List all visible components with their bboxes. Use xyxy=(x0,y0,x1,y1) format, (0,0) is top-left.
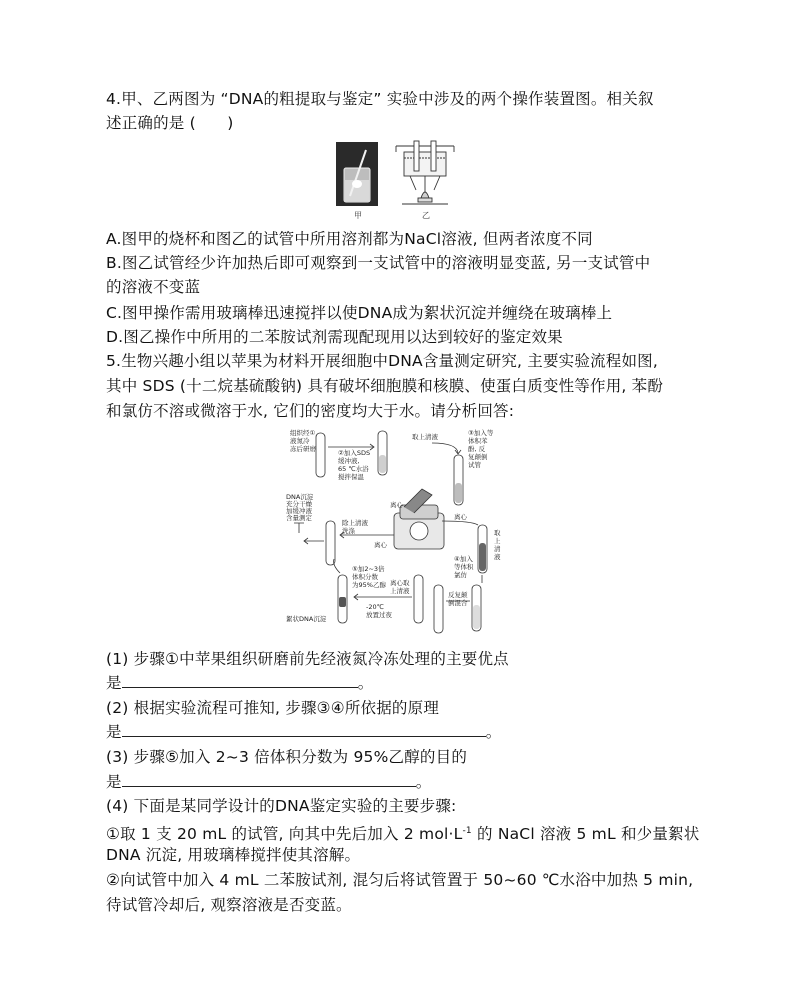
q5-sub1-answer-line xyxy=(106,672,373,694)
label-cold-b: 放置过夜 xyxy=(366,611,392,619)
label-step3-d: 复颠倒 xyxy=(468,453,488,461)
label-take-right-1: 取 xyxy=(494,529,501,537)
q5-sub1-suffix: 。 xyxy=(357,674,374,692)
q5-sub1-prefix: 是 xyxy=(106,674,122,692)
label-take-right-3: 清 xyxy=(494,545,501,553)
label-dna-measure-b: 充分干燥 xyxy=(286,500,312,508)
label-step3-c: 酚, 反 xyxy=(468,445,486,453)
q5-sub2-answer-line xyxy=(106,721,501,743)
label-centrifuge-center: 离心 xyxy=(390,501,403,509)
label-take-right-4: 液 xyxy=(494,553,501,561)
label-centrifuge-right: 离心 xyxy=(454,513,467,521)
figure-yi-apparatus xyxy=(396,141,454,204)
label-centrifuge-take-a: 离心取 xyxy=(390,579,410,587)
q4-stem-line1: 4.甲、乙两图为 “DNA的粗提取与鉴定” 实验中涉及的两个操作装置图。相关叙 xyxy=(106,90,654,108)
label-centrifuge-left: 离心 xyxy=(374,541,387,549)
q5-sub4-step2-line1: ②向试管中加入 4 mL 二苯胺试剂, 混匀后将试管置于 50~60 ℃水浴中加热 5 min, xyxy=(106,871,694,889)
q5-sub2-blank[interactable] xyxy=(122,721,486,737)
caption-jia: 甲 xyxy=(354,211,362,220)
q5-intro-line2: 其中 SDS (十二烷基硫酸钠) 具有破坏细胞膜和核膜、使蛋白质变性等作用, 苯酚 xyxy=(106,377,664,395)
q5-sub3-answer-line xyxy=(106,771,431,793)
label-step2-c: 65 ℃水浴 xyxy=(338,465,369,473)
q5-sub3-blank[interactable] xyxy=(122,771,416,787)
label-step1-a: 组织经① xyxy=(290,429,316,437)
q4-figure xyxy=(330,138,468,222)
label-wash-b: 洗涤 xyxy=(342,527,355,535)
q5-sub4-step1-line2: DNA 沉淀, 用玻璃棒搅拌使其溶解。 xyxy=(106,846,361,864)
q5-sub4-step1-b: 的 NaCl 溶液 5 mL 和少量絮状 xyxy=(471,825,700,844)
label-step5-b: 体积分数 xyxy=(352,573,378,581)
q5-sub2-line1: (2) 根据实验流程可推知, 步骤③④所依据的原理 xyxy=(106,699,440,717)
q5-sub1-blank[interactable] xyxy=(122,672,358,688)
label-take-supernatant-top: 取上清液 xyxy=(412,433,438,441)
caption-yi: 乙 xyxy=(422,211,430,220)
q5-sub1-line1: (1) 步骤①中苹果组织研磨前先经液氮冷冻处理的主要优点 xyxy=(106,650,509,668)
label-wash-a: 除上清液 xyxy=(342,519,368,527)
q4-option-b: B.图乙试管经少许加热后即可观察到一支试管中的溶液明显变蓝, 另一支试管中 xyxy=(106,254,651,272)
label-step5-a: ⑤加2~3倍 xyxy=(352,565,385,573)
q5-sub4-step2-line2: 待试管冷却后, 观察溶液是否变蓝。 xyxy=(106,896,352,914)
q5-sub4-step1-line1 xyxy=(106,820,699,845)
q5-sub3-suffix: 。 xyxy=(415,773,432,791)
label-flocculent-dna: 絮状DNA沉淀 xyxy=(286,615,327,623)
q4-stem-line2: 述正确的是 ( ) xyxy=(106,114,234,132)
q4-option-c: C.图甲操作需用玻璃棒迅速搅拌以使DNA成为絮状沉淀并缠绕在玻璃棒上 xyxy=(106,304,613,322)
label-step4-a: ④加入 xyxy=(454,555,473,563)
label-step3-e: 试管 xyxy=(468,461,481,469)
label-step5-c: 为95%乙醇 xyxy=(352,581,386,589)
q5-intro-line1: 5.生物兴趣小组以苹果为材料开展细胞中DNA含量测定研究, 主要实验流程如图, xyxy=(106,352,659,370)
q5-sub3-prefix: 是 xyxy=(106,773,122,791)
label-step2-d: 搅拌保温 xyxy=(338,473,364,481)
label-dna-measure-a: DNA沉淀 xyxy=(286,493,314,501)
q5-sub4-step1-sup: -1 xyxy=(462,826,472,836)
q5-sub3-line1: (3) 步骤⑤加入 2~3 倍体积分数为 95%乙醇的目的 xyxy=(106,748,468,766)
label-centrifuge-take-b: 上清液 xyxy=(390,587,410,595)
q5-intro-line3: 和氯仿不溶或微溶于水, 它们的密度均大于水。请分析回答: xyxy=(106,402,515,420)
label-cold-a: -20℃ xyxy=(366,603,384,611)
label-mix-a: 反复颠 xyxy=(448,591,468,599)
q4-option-d: D.图乙操作中所用的二苯胺试剂需现配现用以达到较好的鉴定效果 xyxy=(106,328,563,346)
label-step1-b: 液氮冷 xyxy=(290,437,310,445)
label-step3-b: 体积苯 xyxy=(468,437,488,445)
label-step4-c: 氯仿 xyxy=(454,571,467,579)
q5-sub2-prefix: 是 xyxy=(106,723,122,741)
label-take-right-2: 上 xyxy=(494,537,501,545)
q4-option-a: A.图甲的烧杯和图乙的试管中所用溶剂都为NaCl溶液, 但两者浓度不同 xyxy=(106,230,593,248)
figure-jia-photo xyxy=(336,142,378,206)
q5-sub2-suffix: 。 xyxy=(485,723,502,741)
q5-flow-diagram xyxy=(282,425,514,641)
q4-option-b-cont: 的溶液不变蓝 xyxy=(106,278,201,296)
label-step4-b: 等体积 xyxy=(454,563,474,571)
label-dna-measure-d: 含量测定 xyxy=(286,514,312,522)
label-step3-a: ③加入等 xyxy=(468,429,494,437)
label-step1-c: 冻后研磨 xyxy=(290,445,316,453)
label-step2-b: 缓冲液, xyxy=(338,457,360,465)
label-dna-measure-c: 加缓冲液 xyxy=(286,507,312,515)
q5-sub4-line1: (4) 下面是某同学设计的DNA鉴定实验的主要步骤: xyxy=(106,797,457,815)
label-mix-b: 倒混合 xyxy=(448,599,468,607)
label-step2-a: ②加入SDS xyxy=(338,449,371,457)
q5-sub4-step1-a: ①取 1 支 20 mL 的试管, 向其中先后加入 2 mol·L xyxy=(106,825,463,844)
